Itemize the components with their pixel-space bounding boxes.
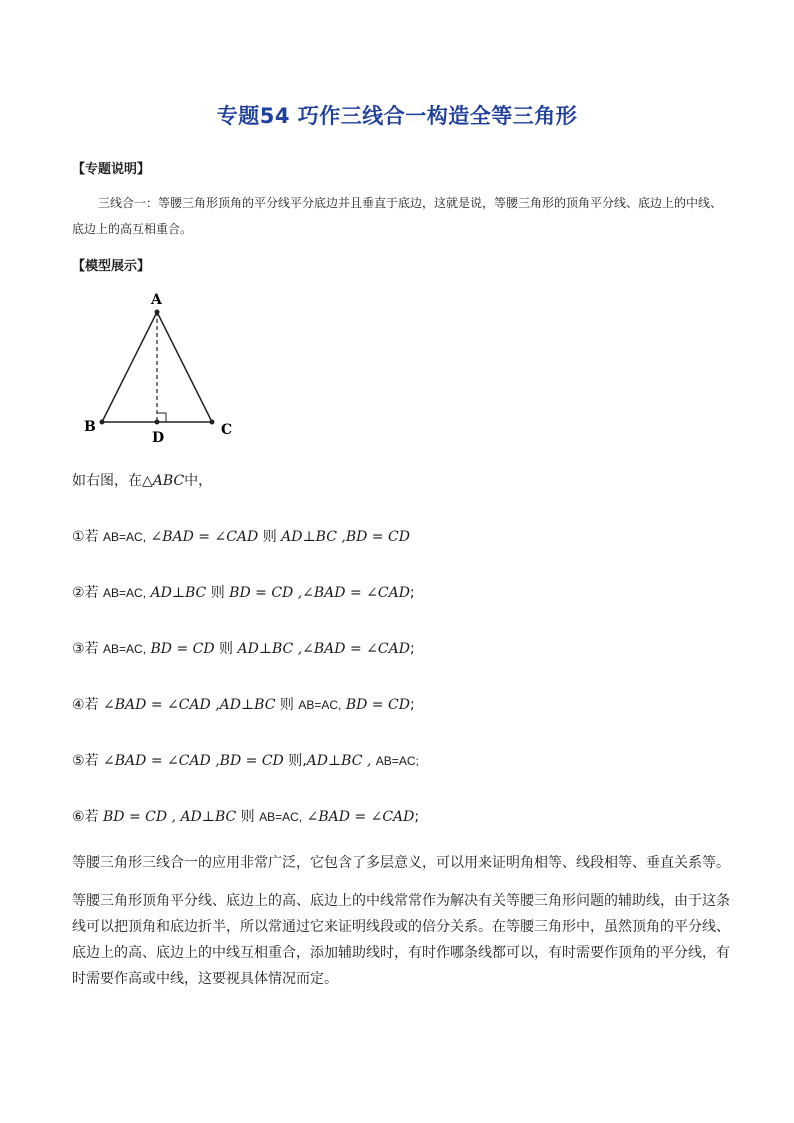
label-c: C [221, 422, 233, 438]
condition-text: AB=AC, [103, 642, 147, 656]
explanation-text: 三线合一：等腰三角形顶角的平分线平分底边并且垂直于底边，这就是说，等腰三角形的顶角平分线、底边上的中线、底边上的高互相重合。 [72, 196, 723, 236]
label-a: A [151, 292, 162, 308]
condition-math: ∠BAD = ∠CAD [306, 809, 415, 825]
isosceles-triangle-figure [80, 286, 260, 446]
condition-math: ∠BAD = ∠CAD ,BD = CD [103, 753, 284, 769]
condition-6 [72, 806, 419, 826]
point-b [100, 420, 105, 425]
condition-number: ①若 [72, 529, 99, 545]
condition-number: ②若 [72, 585, 99, 601]
condition-end: ; [409, 641, 415, 657]
paragraph-application: 等腰三角形三线合一的应用非常广泛，它包含了多层意义，可以用来证明角相等、线段相等、垂直关系等。 [72, 855, 730, 871]
condition-number: ⑥若 [72, 809, 99, 825]
condition-number: ④若 [72, 697, 99, 713]
condition-end: ; [414, 809, 420, 825]
condition-math: BD = CD [345, 697, 410, 713]
condition-math: ∠BAD = ∠CAD [150, 529, 259, 545]
condition-then: 则 [279, 697, 294, 713]
condition-text: AB=AC; [375, 754, 419, 768]
condition-then: 则 [262, 529, 277, 545]
point-d [155, 420, 160, 425]
condition-4 [72, 694, 415, 714]
condition-number: ③若 [72, 641, 99, 657]
label-d: D [152, 430, 165, 446]
section-heading-explanation: 【专题说明】 [72, 162, 151, 177]
condition-then: 则, [288, 753, 307, 769]
condition-math: BD = CD , AD⊥BC [103, 809, 237, 825]
condition-5 [72, 750, 419, 770]
condition-2 [72, 582, 415, 602]
condition-1 [72, 526, 410, 546]
condition-then: 则 [219, 641, 234, 657]
condition-math: AD⊥BC , [306, 753, 372, 769]
side-ab [102, 312, 157, 422]
condition-text: AB=AC, [103, 530, 147, 544]
intro-line [72, 470, 212, 490]
condition-text: AB=AC, [103, 586, 147, 600]
condition-math: BD = CD ,∠BAD = ∠CAD [229, 585, 410, 601]
condition-math: AD⊥BC ,BD = CD [281, 529, 410, 545]
condition-then: 则 [210, 585, 225, 601]
point-a [155, 310, 160, 315]
condition-math: BD = CD [150, 641, 215, 657]
condition-end: ; [409, 585, 415, 601]
intro-triangle: ABC [152, 473, 185, 489]
intro-suffix: 中， [184, 473, 213, 489]
condition-text: AB=AC, [259, 810, 303, 824]
intro-prefix: 如右图，在△ [72, 473, 153, 489]
condition-then: 则 [240, 809, 255, 825]
condition-math: ∠BAD = ∠CAD ,AD⊥BC [103, 697, 276, 713]
side-ac [157, 312, 212, 422]
point-c [210, 420, 215, 425]
label-b: B [84, 419, 96, 435]
condition-math: AD⊥BC [150, 585, 207, 601]
condition-3 [72, 638, 415, 658]
condition-end: ; [409, 697, 415, 713]
condition-number: ⑤若 [72, 753, 99, 769]
paragraph-auxiliary-lines: 等腰三角形顶角平分线、底边上的高、底边上的中线常常作为解决有关等腰三角形问题的辅助线，由于这条线可以把顶角和底边折半，所以常通过它来证明线段或的倍分关系。在等腰三角形中，虽然顶角的平分线、底边上的高、底边上的中线互相重合，添加辅助线时，有时作哪条线都可以，有时需要作顶角的平分线，有时需要作高或中线，这要视具体情况而定。 [72, 893, 730, 987]
page-title: 专题54 巧作三线合一构造全等三角形 [216, 104, 578, 128]
condition-math: AD⊥BC ,∠BAD = ∠CAD [237, 641, 410, 657]
section-heading-model: 【模型展示】 [72, 259, 151, 274]
condition-text: AB=AC, [298, 698, 342, 712]
